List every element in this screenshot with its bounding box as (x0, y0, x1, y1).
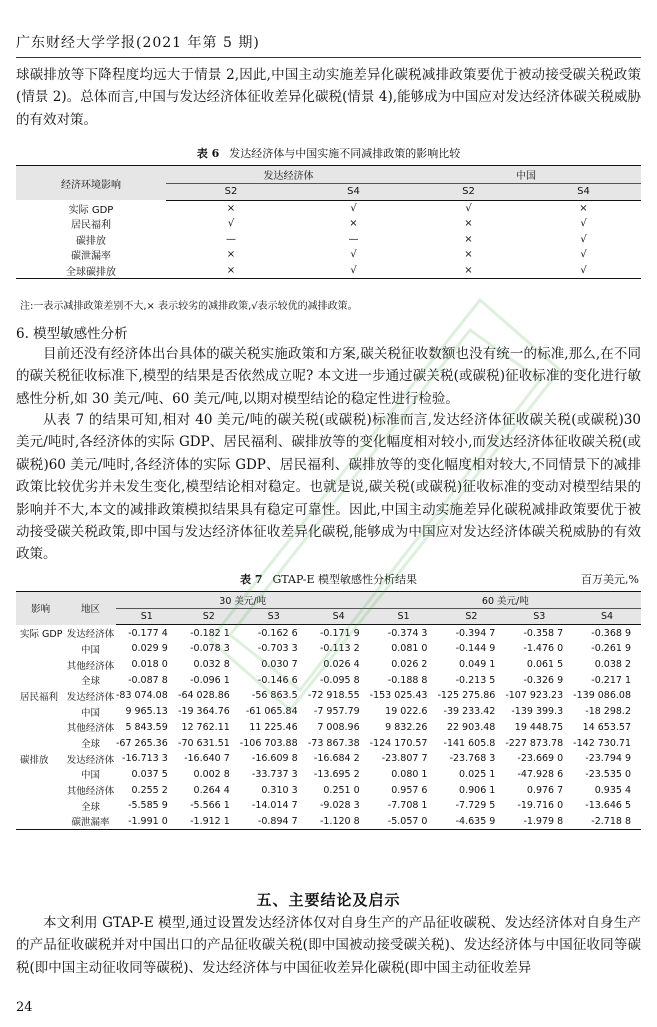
table7-subheader: S1 (370, 608, 438, 625)
table6-row-label: 居民福利 (71, 220, 111, 232)
table7-body (16, 625, 641, 830)
table6-subheader: S2 (411, 184, 526, 201)
table7-row (16, 720, 641, 736)
table7-cell: -0.374 3 (387, 627, 428, 639)
table7-cell: 0.080 1 (391, 768, 428, 780)
table7-unit: 百万美元,% (581, 573, 639, 586)
table7-cell: -227 873.78 (505, 737, 564, 749)
table7-region-label: 中国 (80, 707, 100, 719)
table7-cell: -1.476 0 (523, 643, 564, 655)
table7-cell: 0.255 2 (131, 784, 168, 796)
table7-cell: 9 965.13 (125, 706, 168, 718)
table7-region-label: 发达经济体 (66, 691, 115, 703)
table7-impact-label (16, 735, 65, 751)
table7-subheader: S3 (505, 608, 573, 625)
running-head: 广东财经大学学报(2021 年第 5 期) (16, 35, 260, 51)
table7-cell: -0.096 1 (190, 674, 230, 686)
table7-cell: 0.025 1 (459, 768, 496, 780)
table7-cell: 19 448.75 (514, 721, 564, 733)
table7-row (16, 625, 641, 641)
table6-group-developed: 发达经济体 (166, 166, 411, 184)
table7-row (16, 814, 641, 830)
table6-subheader: S4 (296, 184, 411, 201)
table7-cell: 0.264 4 (193, 784, 230, 796)
table7-cell: -0.177 4 (128, 627, 168, 639)
table7-cell: -13.646 5 (585, 800, 631, 812)
table7-region-label: 其他经济体 (66, 660, 115, 672)
table7-cell: 0.061 5 (526, 659, 564, 671)
table7-cell: -5.057 0 (370, 814, 438, 830)
table7-cell: -16.640 7 (184, 753, 230, 765)
table7-cell: -23.807 7 (381, 753, 428, 765)
table7-cell: -107 923.23 (505, 690, 564, 702)
table7-region-label: 中国 (80, 770, 100, 782)
table7-cell: -125 275.86 (437, 690, 496, 702)
table7-cell: -0.095 8 (319, 674, 360, 686)
table6-cell: × (464, 218, 473, 230)
table7-cell: 0.976 7 (526, 784, 564, 796)
table7-cell: 0.310 3 (261, 784, 298, 796)
table7-row (16, 688, 641, 704)
section-6-title: 6. 模型敏感性分析 (16, 326, 128, 342)
table7-cell: -0.213 5 (455, 674, 496, 686)
table7-cell: -9.028 3 (319, 800, 360, 812)
table7-cell: -0.326 9 (523, 674, 564, 686)
table7-cell: -83 074.08 (115, 690, 168, 702)
table7-group-30: 30 美元/吨 (116, 592, 370, 609)
table6-cell: √ (580, 233, 587, 245)
table7-cell: -61 065.84 (245, 706, 298, 718)
table7-cell: 5 843.59 (125, 721, 168, 733)
table7-cell: 12 762.11 (181, 721, 230, 733)
table6-row (16, 247, 641, 263)
table7-region-label: 全球 (80, 801, 100, 813)
table7-cell: -72 918.55 (307, 690, 360, 702)
table7-cell: 0.018 0 (131, 659, 168, 671)
paragraph-conclusion: 本文利用 GTAP-E 模型,通过设置发达经济体仅对自身生产的产品征收碳税、发达经济体对自身生产的产品征收碳税并对中国出口的产品征收碳关税(即中国被动接受碳关税)、发达经济体与中国征收同等碳税(即中国主动征收同等碳税)、发达经济体与中国征收差异化碳税(即中国主动征收差异 (16, 915, 641, 976)
table7-subheader: S4 (573, 608, 641, 625)
table6-group-china: 中国 (411, 166, 641, 184)
table7-cell: 7 008.96 (317, 721, 360, 733)
table7-cell: -14.014 7 (251, 800, 298, 812)
table7-row (16, 798, 641, 814)
table7-impact-label: 居民福利 (20, 691, 59, 703)
table7-region-label: 全球 (80, 676, 100, 688)
table7-cell: -19.716 0 (517, 800, 564, 812)
table6-cell: √ (580, 249, 587, 261)
paragraph-sensitivity-1: 目前还没有经济体出台具体的碳关税实施政策和方案,碳关税征收数额也没有统一的标准,那么,在不同的碳关税征收标准下,模型的结果是否依然成立呢? 本文进一步通过碳关税(或碳税)征收标准的变化进行敏感性分析,如 30 美元/吨、60 美元/吨,以期对模型结论的稳定性进行检验。 (16, 346, 641, 407)
table6-cell: — (348, 233, 359, 245)
table7-region-label: 其他经济体 (66, 786, 115, 798)
table7-region-label: 发达经济体 (66, 754, 115, 766)
table7-region-label: 中国 (80, 644, 100, 656)
table7-cell: 0.026 4 (323, 659, 360, 671)
table6 (16, 165, 641, 279)
table7-subheader: S2 (178, 608, 240, 625)
table7-cell: -19 364.76 (178, 706, 230, 718)
table7-cell: -153 025.43 (369, 690, 428, 702)
table7-cell: -23.535 0 (585, 768, 631, 780)
table7-cell: 0.081 0 (391, 643, 428, 655)
table7-cell: -0.087 8 (128, 674, 168, 686)
table7-impact-label (16, 641, 65, 657)
table7-row (16, 704, 641, 720)
table7-cell: -0.146 6 (257, 674, 298, 686)
table7-cell: -141 605.8 (443, 737, 496, 749)
table7-cell: -124 170.57 (369, 737, 428, 749)
table6-cell: × (226, 249, 236, 261)
table6-cell: × (464, 233, 473, 245)
table7-cell: 11 225.46 (249, 721, 298, 733)
table6-cell: √ (350, 202, 357, 214)
table6-caption-label: 表 6 (196, 147, 220, 160)
section-5-heading: 五、主要结论及启示 (256, 891, 401, 909)
table7-region-label: 其他经济体 (66, 723, 115, 735)
table7-caption-label: 表 7 (240, 573, 263, 586)
table7-cell: 0.029 9 (131, 643, 168, 655)
table7-cell: 9 832.26 (385, 721, 428, 733)
paragraph-continued: 球碳排放等下降程度均远大于情景 2,因此,中国主动实施差异化碳税减排政策要优于被动接受碳关税政策(情景 2)。总体而言,中国与发达经济体征收差异化碳税(情景 4),能够成为中国应对发达经济体碳关税威胁的有效对策。 (16, 67, 641, 128)
table7-cell: 0.906 1 (459, 784, 496, 796)
table7-impact-label: 碳排放 (20, 754, 49, 766)
table7-cell: 0.251 0 (323, 784, 360, 796)
table7-cell: 0.049 1 (459, 659, 496, 671)
table7-cell: -1.120 8 (308, 814, 370, 830)
table7-cell: -0.703 3 (257, 643, 298, 655)
page-number: 24 (16, 1000, 33, 1015)
table7-cell: -5.566 1 (190, 800, 230, 812)
table7-caption (0, 571, 657, 587)
table7-cell: -4.635 9 (437, 814, 505, 830)
table7-cell: -56 863.5 (251, 690, 298, 702)
table7-impact-label (16, 672, 65, 688)
table6-row (16, 232, 641, 248)
table6-row (16, 263, 641, 279)
table6-cell: √ (465, 202, 472, 214)
table7-cell: -0.182 1 (190, 627, 230, 639)
table7-cell: -7.708 1 (387, 800, 428, 812)
table6-row-label: 碳排放 (76, 235, 106, 247)
table7-cell: -33.737 3 (251, 768, 298, 780)
table7-cell: -16.684 2 (313, 753, 360, 765)
table7-cell: 0.026 2 (391, 659, 428, 671)
table7-cell: -0.144 9 (455, 643, 496, 655)
table7-cell: -0.894 7 (240, 814, 308, 830)
table7-cell: -139 086.08 (573, 690, 631, 702)
table7-cell: -0.171 9 (319, 627, 360, 639)
table7-cell: -16.609 8 (251, 753, 298, 765)
table7-region-label: 发达经济体 (66, 628, 115, 640)
table7-impact-label (16, 767, 65, 783)
table7-cell: -67 265.36 (115, 737, 168, 749)
table6-cell: √ (227, 218, 235, 230)
table7-cell: -47.928 6 (517, 768, 564, 780)
table7-cell: 14 653.57 (582, 721, 631, 733)
table6-subheader: S2 (166, 184, 296, 201)
table7-cell: -0.113 2 (319, 643, 360, 655)
table7-cell: -23.794 9 (585, 753, 631, 765)
table7-cell: -1.912 1 (178, 814, 240, 830)
table7-header-impact: 影响 (31, 604, 51, 616)
table7-cell: 0.935 4 (594, 784, 631, 796)
table7-impact-label (16, 720, 65, 736)
table6-row-label: 全球碳排放 (16, 263, 166, 279)
table7-subheader: S3 (240, 608, 308, 625)
header-rule (16, 57, 641, 58)
table6-body (16, 200, 641, 279)
table6-header-impact: 经济环境影响 (61, 179, 121, 191)
table6-caption (0, 145, 657, 161)
table7-impact-label (16, 704, 65, 720)
table7-cell: -0.368 9 (591, 627, 631, 639)
table6-cell: × (166, 263, 296, 279)
table6-cell: × (579, 202, 588, 214)
table7-cell: -16.713 3 (122, 753, 168, 765)
table6-cell: × (226, 202, 236, 214)
table7-impact-label (16, 814, 65, 830)
table7-cell: -142 730.71 (573, 737, 631, 749)
table6-cell: √ (296, 263, 411, 279)
table7-cell: -5.585 9 (128, 800, 168, 812)
table7-cell: -7 957.79 (313, 706, 360, 718)
table7-cell: -23.768 3 (449, 753, 496, 765)
table6-subheader: S4 (526, 184, 641, 201)
table7-cell: 0.038 2 (594, 659, 631, 671)
table6-row (16, 216, 641, 232)
table7-cell: -0.217 1 (591, 674, 631, 686)
table7-region-label: 全球 (80, 739, 100, 751)
table7-cell: -73 867.38 (307, 737, 360, 749)
table7-impact-label (16, 657, 65, 673)
table6-cell: √ (350, 249, 357, 261)
table7-group-60: 60 美元/吨 (370, 592, 641, 609)
table6-row (16, 200, 641, 216)
table7-cell: -18 298.2 (585, 706, 631, 718)
table7-subheader: S4 (308, 608, 370, 625)
table7-cell: 0.002 8 (193, 768, 230, 780)
table7-cell: -23.669 0 (517, 753, 564, 765)
paragraph-sensitivity-2: 从表 7 的结果可知,相对 40 美元/吨的碳关税(或碳税)标准而言,发达经济体征收碳关税(或碳税)30 美元/吨时,各经济体的实际 GDP、居民福利、碳排放等的变化幅度相对较小,而发达经济体征收碳关税(或碳税)60 美元/吨时,各经济体的实际 GDP、居民福利、碳排放等的变化幅度相对较大,不同情景下的减排政策比较优劣并未发生变化,模型结论相对稳定。也就是说,碳关税(或碳税)征收标准的变动对模型结果的影响并不大,本文的减排政策模拟结果具有稳定可靠性。因此,中国主动实施差异化碳税减排政策要优于被动接受碳关税政策,即中国与发达经济体征收差异化碳税,能够成为中国应对发达经济体碳关税威胁的有效政策。 (16, 412, 641, 563)
table7-header-region: 地区 (80, 604, 100, 616)
table7-impact-label (16, 782, 65, 798)
table7-caption-title: GTAP-E 模型敏感性分析结果 (272, 573, 417, 586)
table7-subheader: S2 (437, 608, 505, 625)
table6-row-label: 碳泄漏率 (71, 251, 111, 263)
table6-cell: — (226, 233, 236, 245)
table6-cell: × (349, 218, 358, 230)
table7-cell: 0.032 8 (193, 659, 230, 671)
table7-row (16, 657, 641, 673)
table7-row (16, 767, 641, 783)
table6-note: 注:一表示减排政策差别不大,× 表示较劣的减排政策,√表示较优的减排政策。 (20, 301, 358, 312)
table7-cell: -1.979 8 (505, 814, 573, 830)
table7-cell: -0.162 6 (257, 627, 298, 639)
table7-row (16, 782, 641, 798)
table7-cell: -0.261 9 (591, 643, 631, 655)
table7-cell: 0.037 5 (131, 768, 168, 780)
table7-cell: 0.030 7 (261, 659, 298, 671)
table7 (16, 591, 641, 830)
table6-cell: × (464, 249, 473, 261)
table7-row (16, 735, 641, 751)
table6-cell: × (411, 263, 526, 279)
table7-cell: -2.718 8 (573, 814, 641, 830)
table7-region-label: 碳泄漏率 (65, 814, 116, 830)
table7-cell: -7.729 5 (455, 800, 496, 812)
table7-cell: -0.078 3 (190, 643, 230, 655)
table7-cell: -13.695 2 (313, 768, 360, 780)
table7-impact-label (16, 798, 65, 814)
table7-cell: 22 903.48 (446, 721, 496, 733)
table6-cell: √ (526, 263, 641, 279)
table7-cell: -106 703.88 (239, 737, 298, 749)
table7-cell: -0.358 7 (523, 627, 564, 639)
table7-cell: -0.188 8 (387, 674, 428, 686)
table7-row (16, 751, 641, 767)
table7-cell: -64 028.86 (178, 690, 230, 702)
table7-cell: -1.991 0 (116, 814, 178, 830)
table7-cell: -139 399.3 (511, 706, 564, 718)
table6-caption-title: 发达经济体与中国实施不同减排政策的影响比较 (229, 147, 461, 160)
table7-row (16, 672, 641, 688)
table7-cell: 0.957 6 (391, 784, 428, 796)
table7-cell: -0.394 7 (455, 627, 496, 639)
table7-cell: -70 631.51 (178, 737, 230, 749)
table6-cell: √ (580, 218, 587, 230)
table7-impact-label: 实际 GDP (20, 628, 63, 640)
table7-subheader: S1 (116, 608, 178, 625)
table7-cell: -39 233.42 (443, 706, 496, 718)
table7-row (16, 641, 641, 657)
table7-cell: 19 022.6 (385, 706, 428, 718)
table6-row-label: 实际 GDP (68, 204, 114, 216)
